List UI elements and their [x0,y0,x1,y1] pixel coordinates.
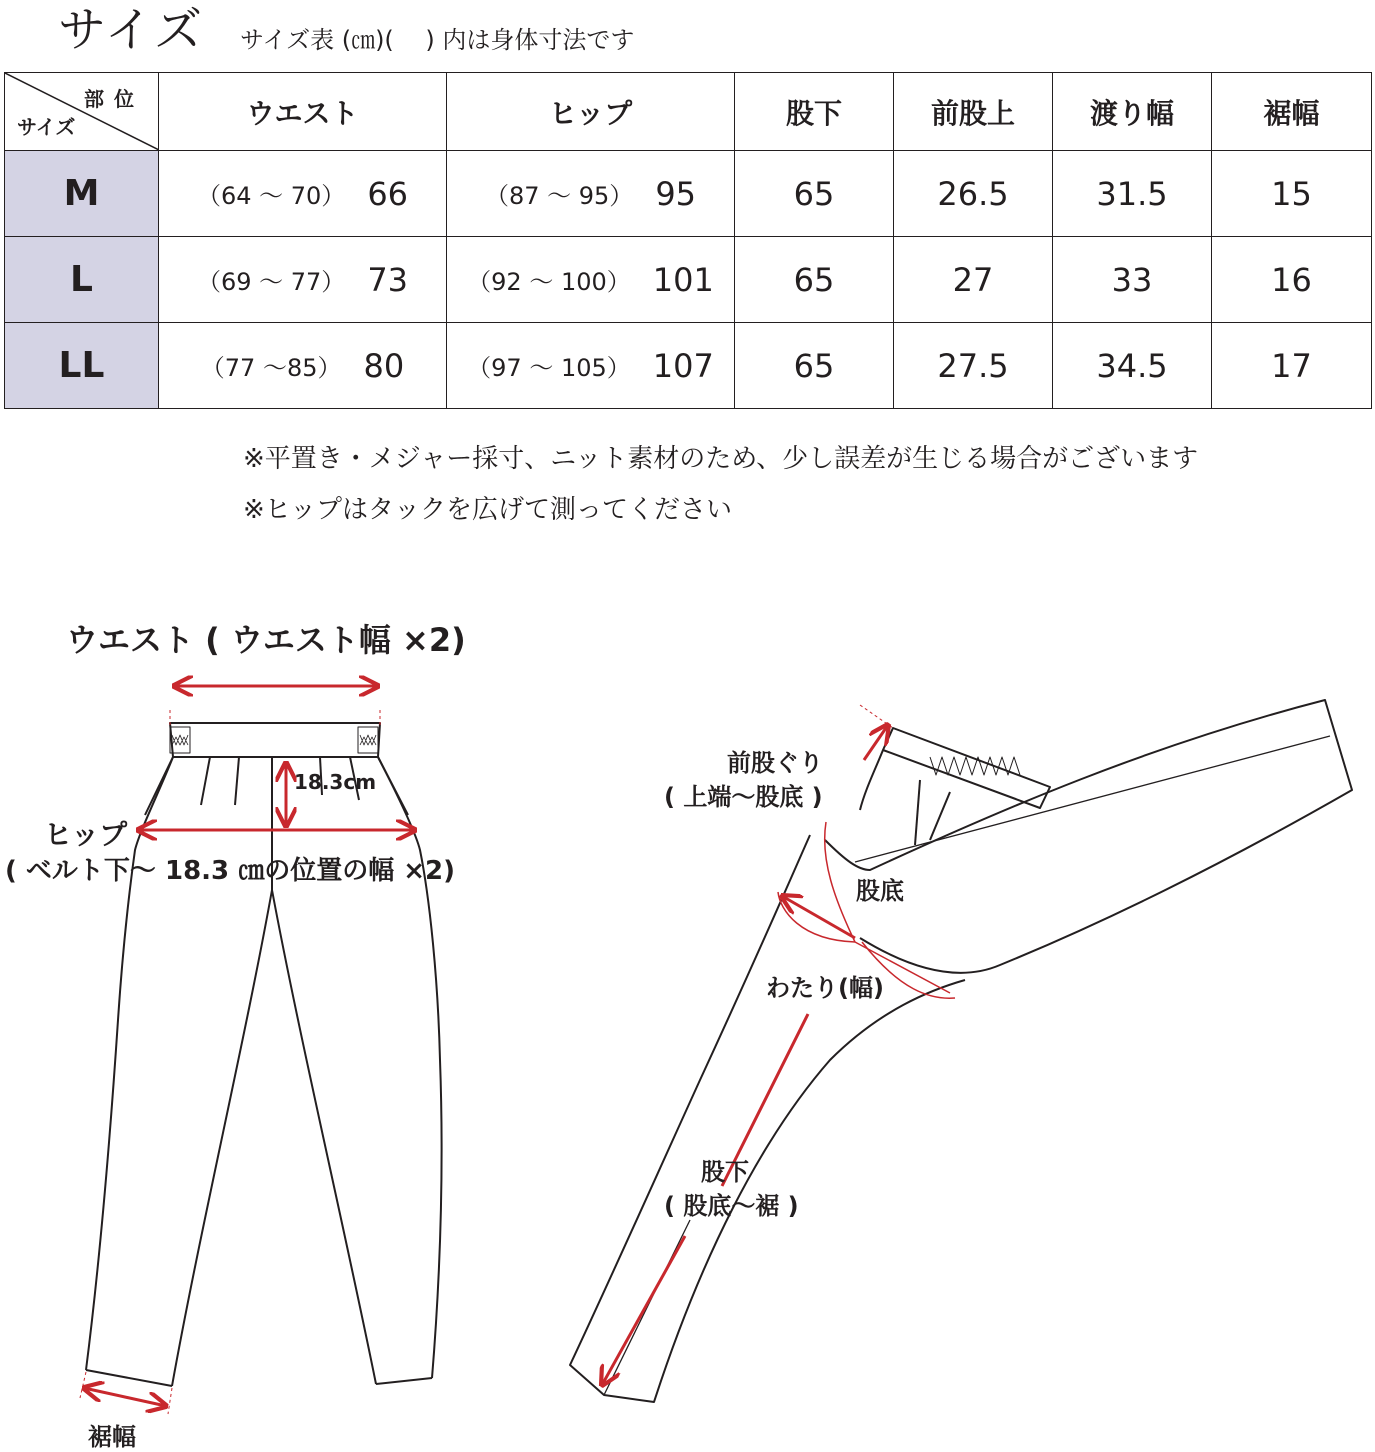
front-pants-drawing [86,723,442,1386]
size-cell: L [5,237,159,323]
hip-body-range: （92 〜 100） [467,268,631,296]
hem-arrow [84,1388,166,1406]
waist-value: 73 [367,260,409,299]
hip-value: 101 [652,260,714,299]
hem-label: 裾幅 [88,1423,136,1451]
note-hip: ※ヒップはタックを広げて測ってください [243,495,733,525]
inseam-value: 65 [735,323,894,409]
thigh-width-value: 33 [1053,237,1212,323]
hip-value: 95 [655,174,697,213]
waist-body-range: （64 〜 70） [196,182,346,210]
hip-label: ヒップ [44,818,128,851]
waist-label: ウエスト ( ウエスト幅 ×2) [66,621,466,659]
header-hem-width: 裾幅 [1212,73,1372,151]
header-hip: ヒップ [447,73,735,151]
page-subtitle: サイズ表 (㎝)( ) 内は身体寸法です [240,26,635,54]
front-rise-arrow [864,725,888,760]
hem-width-value: 17 [1212,323,1372,409]
hip-sub-label: ( ベルト下〜 18.3 ㎝の位置の幅 ×2) [5,856,455,886]
front-rise-sub-label: ( 上端〜股底 ) [664,783,823,811]
page-title: サイズ [58,2,205,58]
hip-body-range: （97 〜 105） [467,354,631,382]
front-rise-value: 27.5 [894,323,1053,409]
inseam-label: 股下 [701,1158,749,1186]
size-cell: M [5,151,159,237]
header-front-rise: 前股上 [894,73,1053,151]
corner-label-size: サイズ [17,115,76,139]
inseam-value: 65 [735,237,894,323]
drop-label: 18.3cm [294,770,377,794]
waist-value: 66 [367,174,409,213]
front-rise-value: 26.5 [894,151,1053,237]
note-measurement: ※平置き・メジャー採寸、ニット素材のため、少し誤差が生じる場合がございます [243,444,1199,474]
thigh-width-value: 34.5 [1053,323,1212,409]
inseam-value: 65 [735,151,894,237]
thigh-width-value: 31.5 [1053,151,1212,237]
header-inseam: 股下 [735,73,894,151]
waist-value: 80 [363,346,405,385]
hem-width-value: 16 [1212,237,1372,323]
header-thigh-width: 渡り幅 [1053,73,1212,151]
hem-width-value: 15 [1212,151,1372,237]
size-cell: LL [5,323,159,409]
hip-body-range: （87 〜 95） [484,182,634,210]
hip-value: 107 [652,346,714,385]
inseam-arrow-bottom [602,1236,685,1385]
front-measure-lines [80,686,415,1414]
thigh-label: わたり(幅) [766,974,884,1002]
inseam-sub-label: ( 股底〜裾 ) [664,1192,799,1220]
header-waist: ウエスト [159,73,447,151]
waist-body-range: （69 〜 77） [196,268,346,296]
front-rise-value: 27 [894,237,1053,323]
waist-body-range: （77 〜85） [200,354,342,382]
front-rise-label: 前股ぐり [727,749,823,777]
corner-label-part: 部位 [84,87,144,111]
crotch-label: 股底 [856,877,904,905]
